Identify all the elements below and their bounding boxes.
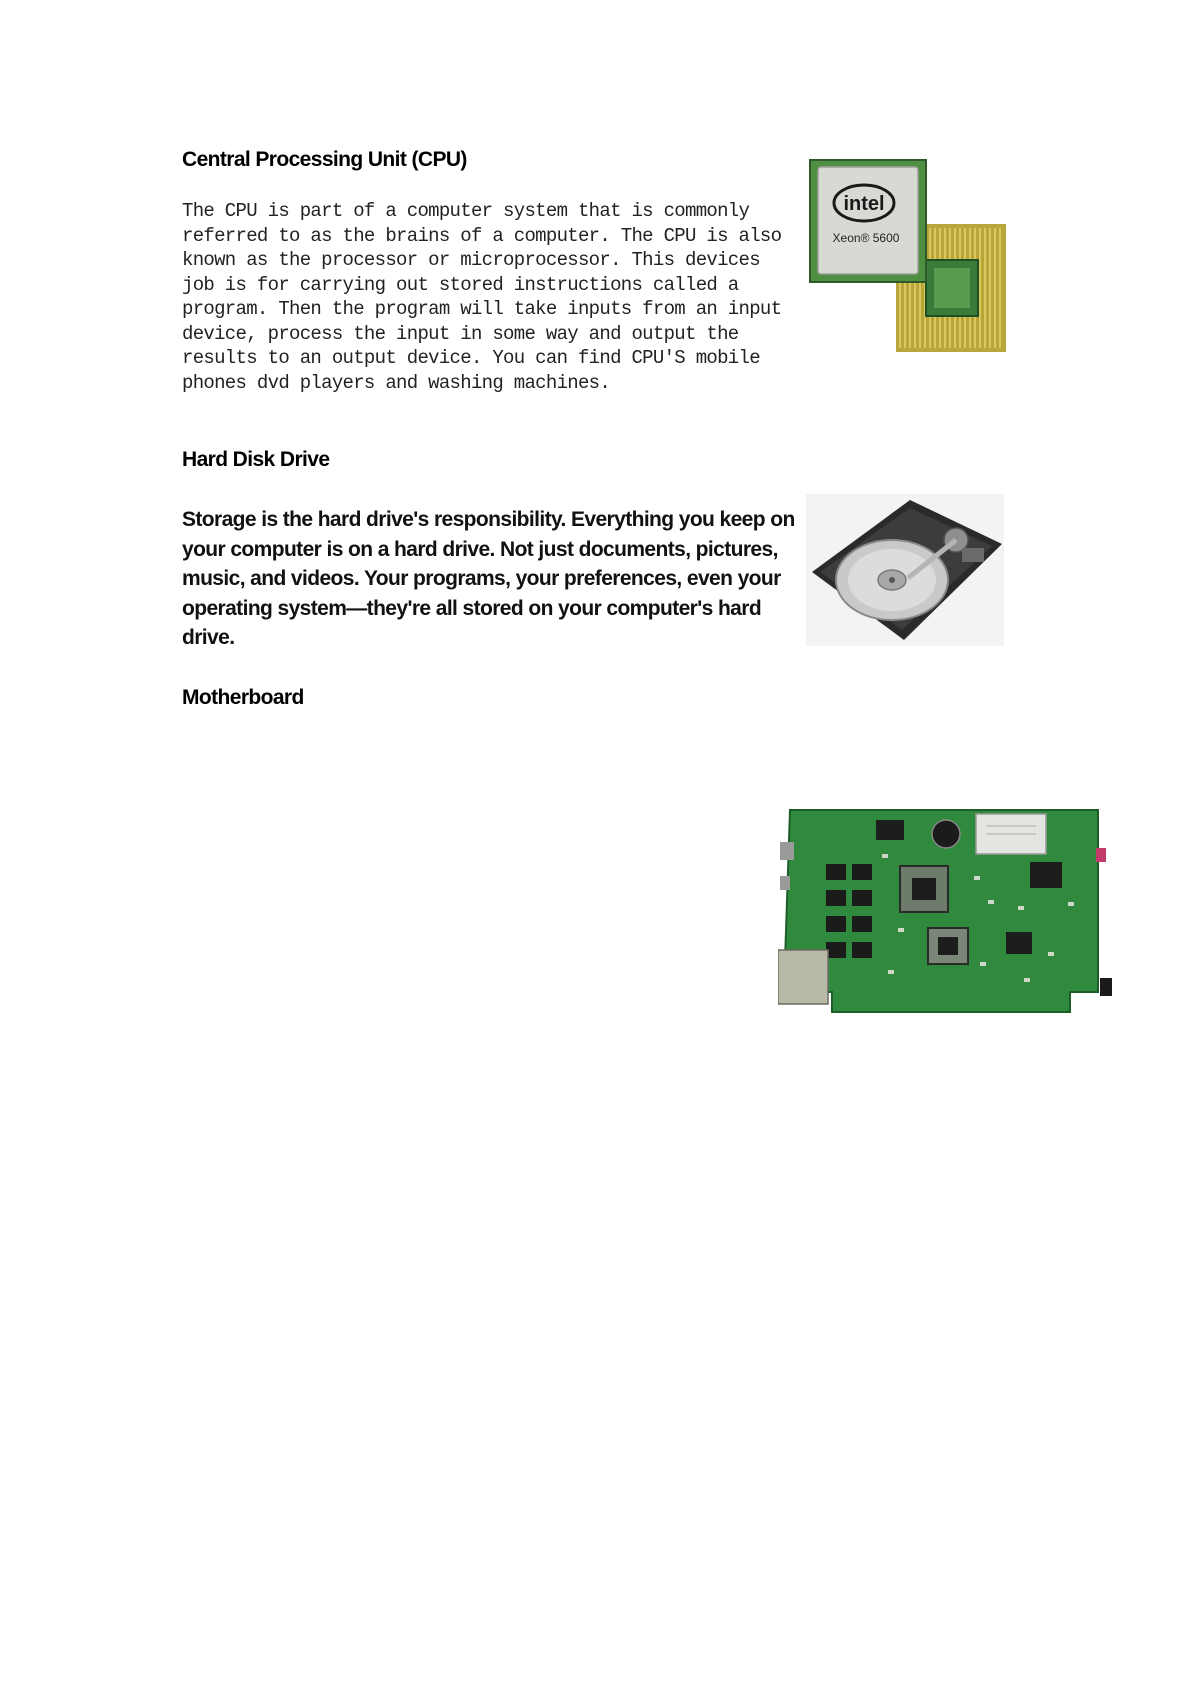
motherboard-heading: Motherboard <box>182 686 304 709</box>
cpu-model-label: Xeon® 5600 <box>832 231 900 245</box>
cpu-description: The CPU is part of a computer system that is commonly referred to as the brains of a computer. The CPU is also known as the processor or microprocessor. This devices job is for carrying out stored instructions called a program. Then the program will take inputs from an input device, process the input in some way and output the results to an output device. You can find CPU'S mobile phones dvd players and washing machines. <box>182 200 782 394</box>
cpu-brand-label: intel <box>843 193 885 215</box>
cpu-heading: Central Processing Unit (CPU) <box>182 148 467 171</box>
cpu-image <box>808 158 1008 354</box>
hdd-heading: Hard Disk Drive <box>182 448 330 471</box>
hard-drive-image <box>806 494 1004 646</box>
hdd-description: Storage is the hard drive's responsibility. Everything you keep on your computer is on a hard drive. Not just documents, pictures, music, and videos. Your programs, your preferences, even your operating system—they're all stored on your computer's hard drive. <box>182 508 795 649</box>
motherboard-image <box>778 802 1114 1016</box>
